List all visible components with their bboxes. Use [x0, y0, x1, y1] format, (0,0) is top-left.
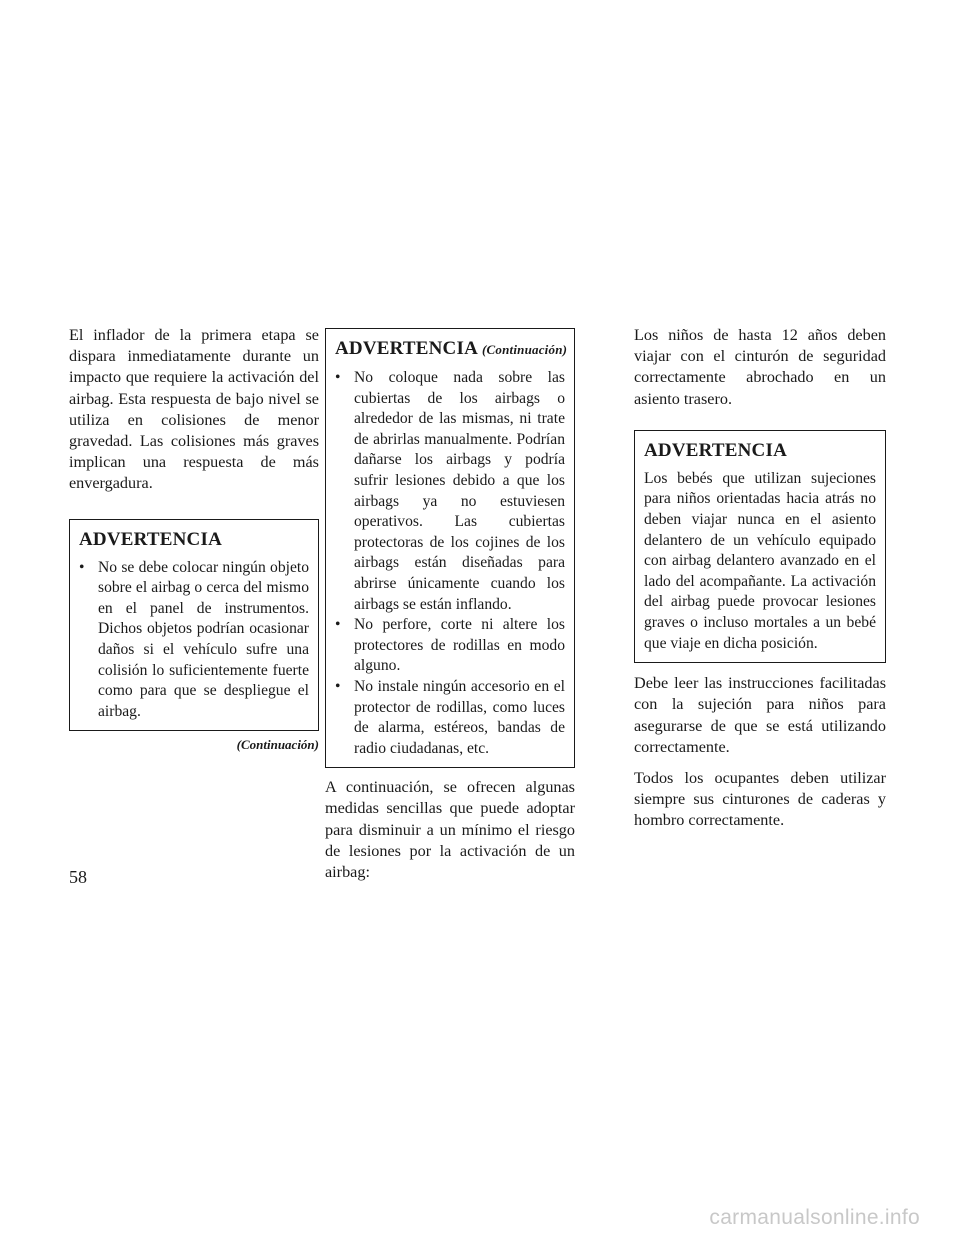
warning-item: • No coloque nada sobre las cubiertas de los airbags o alrededor de las mismas, ni trate de abrirlas manualmente. Podrían dañarse los airbags y podría sufrir lesiones debido a que los airbags ya no estuviesen operativos. Las cubiertas protectoras de los cojines de los airbags están diseñadas para abrirse únicamente cuando los airbags se están inflando.	[335, 369, 565, 613]
watermark: carmanualsonline.info	[709, 1206, 920, 1229]
warning-list	[335, 368, 565, 759]
seatbelt-paragraph: Todos los ocupantes deben utilizar siempre sus cinturones de caderas y hombro correctamente.	[634, 768, 886, 830]
column-right	[634, 325, 886, 842]
warning-title: ADVERTENCIA	[79, 528, 222, 550]
column-left	[69, 325, 319, 753]
warning-list	[79, 558, 309, 723]
children-paragraph: Los niños de hasta 12 años deben viajar con el cinturón de seguridad correctamente abrochado en un asiento trasero.	[634, 326, 886, 408]
page-number: 58	[69, 867, 87, 887]
column-middle	[325, 325, 575, 893]
warning-item: • No perfore, corte ni altere los protectores de rodillas en modo alguno.	[335, 616, 565, 675]
bullet-icon: •	[335, 677, 341, 695]
warning-text: Los bebés que utilizan sujeciones para niños orientadas hacia atrás no deben viajar nunca en el asiento delantero de un vehículo equipado con airbag delantero avanzado en el lado del acompañante. La activación del airbag puede provocar lesiones graves o incluso mortales a un bebé que viaje en dicha posición.	[644, 469, 876, 652]
bullet-icon: •	[79, 558, 85, 576]
warning-title: ADVERTENCIA	[644, 439, 787, 461]
continued-note: (Continuación)	[482, 342, 568, 357]
warning-box	[69, 519, 319, 732]
warning-box	[634, 430, 886, 663]
warning-item: • No instale ningún accesorio en el protector de rodillas, como luces de alarma, estéreos, bandas de radio ciudadanas, etc.	[335, 677, 565, 757]
instructions-paragraph: Debe leer las instrucciones facilitadas con la sujeción para niños para asegurarse de que se está utilizando correctamente.	[634, 674, 886, 756]
measures-paragraph: A continuación, se ofrecen algunas medidas sencillas que puede adoptar para disminuir a un mínimo el riesgo de lesiones por la activación de un airbag:	[325, 778, 575, 882]
warning-item: • No se debe colocar ningún objeto sobre el airbag o cerca del mismo en el panel de instrumentos. Dichos objetos podrían ocasionar daños si el vehículo sufre una colisión lo suficientemente fuerte como para que se despliegue el airbag.	[79, 558, 309, 720]
continued-label: (Continuación)	[236, 737, 319, 753]
warning-box-continued	[325, 328, 575, 768]
warning-title: ADVERTENCIA (Continuación)	[335, 338, 568, 359]
intro-paragraph: El inflador de la primera etapa se dispara inmediatamente durante un impacto que requiere la activación del airbag. Esta respuesta de bajo nivel se utiliza en colisiones de menor gravedad. Las colisiones más graves implican una respuesta de más envergadura.	[69, 326, 319, 493]
bullet-icon: •	[335, 616, 341, 634]
bullet-icon: •	[335, 369, 341, 386]
